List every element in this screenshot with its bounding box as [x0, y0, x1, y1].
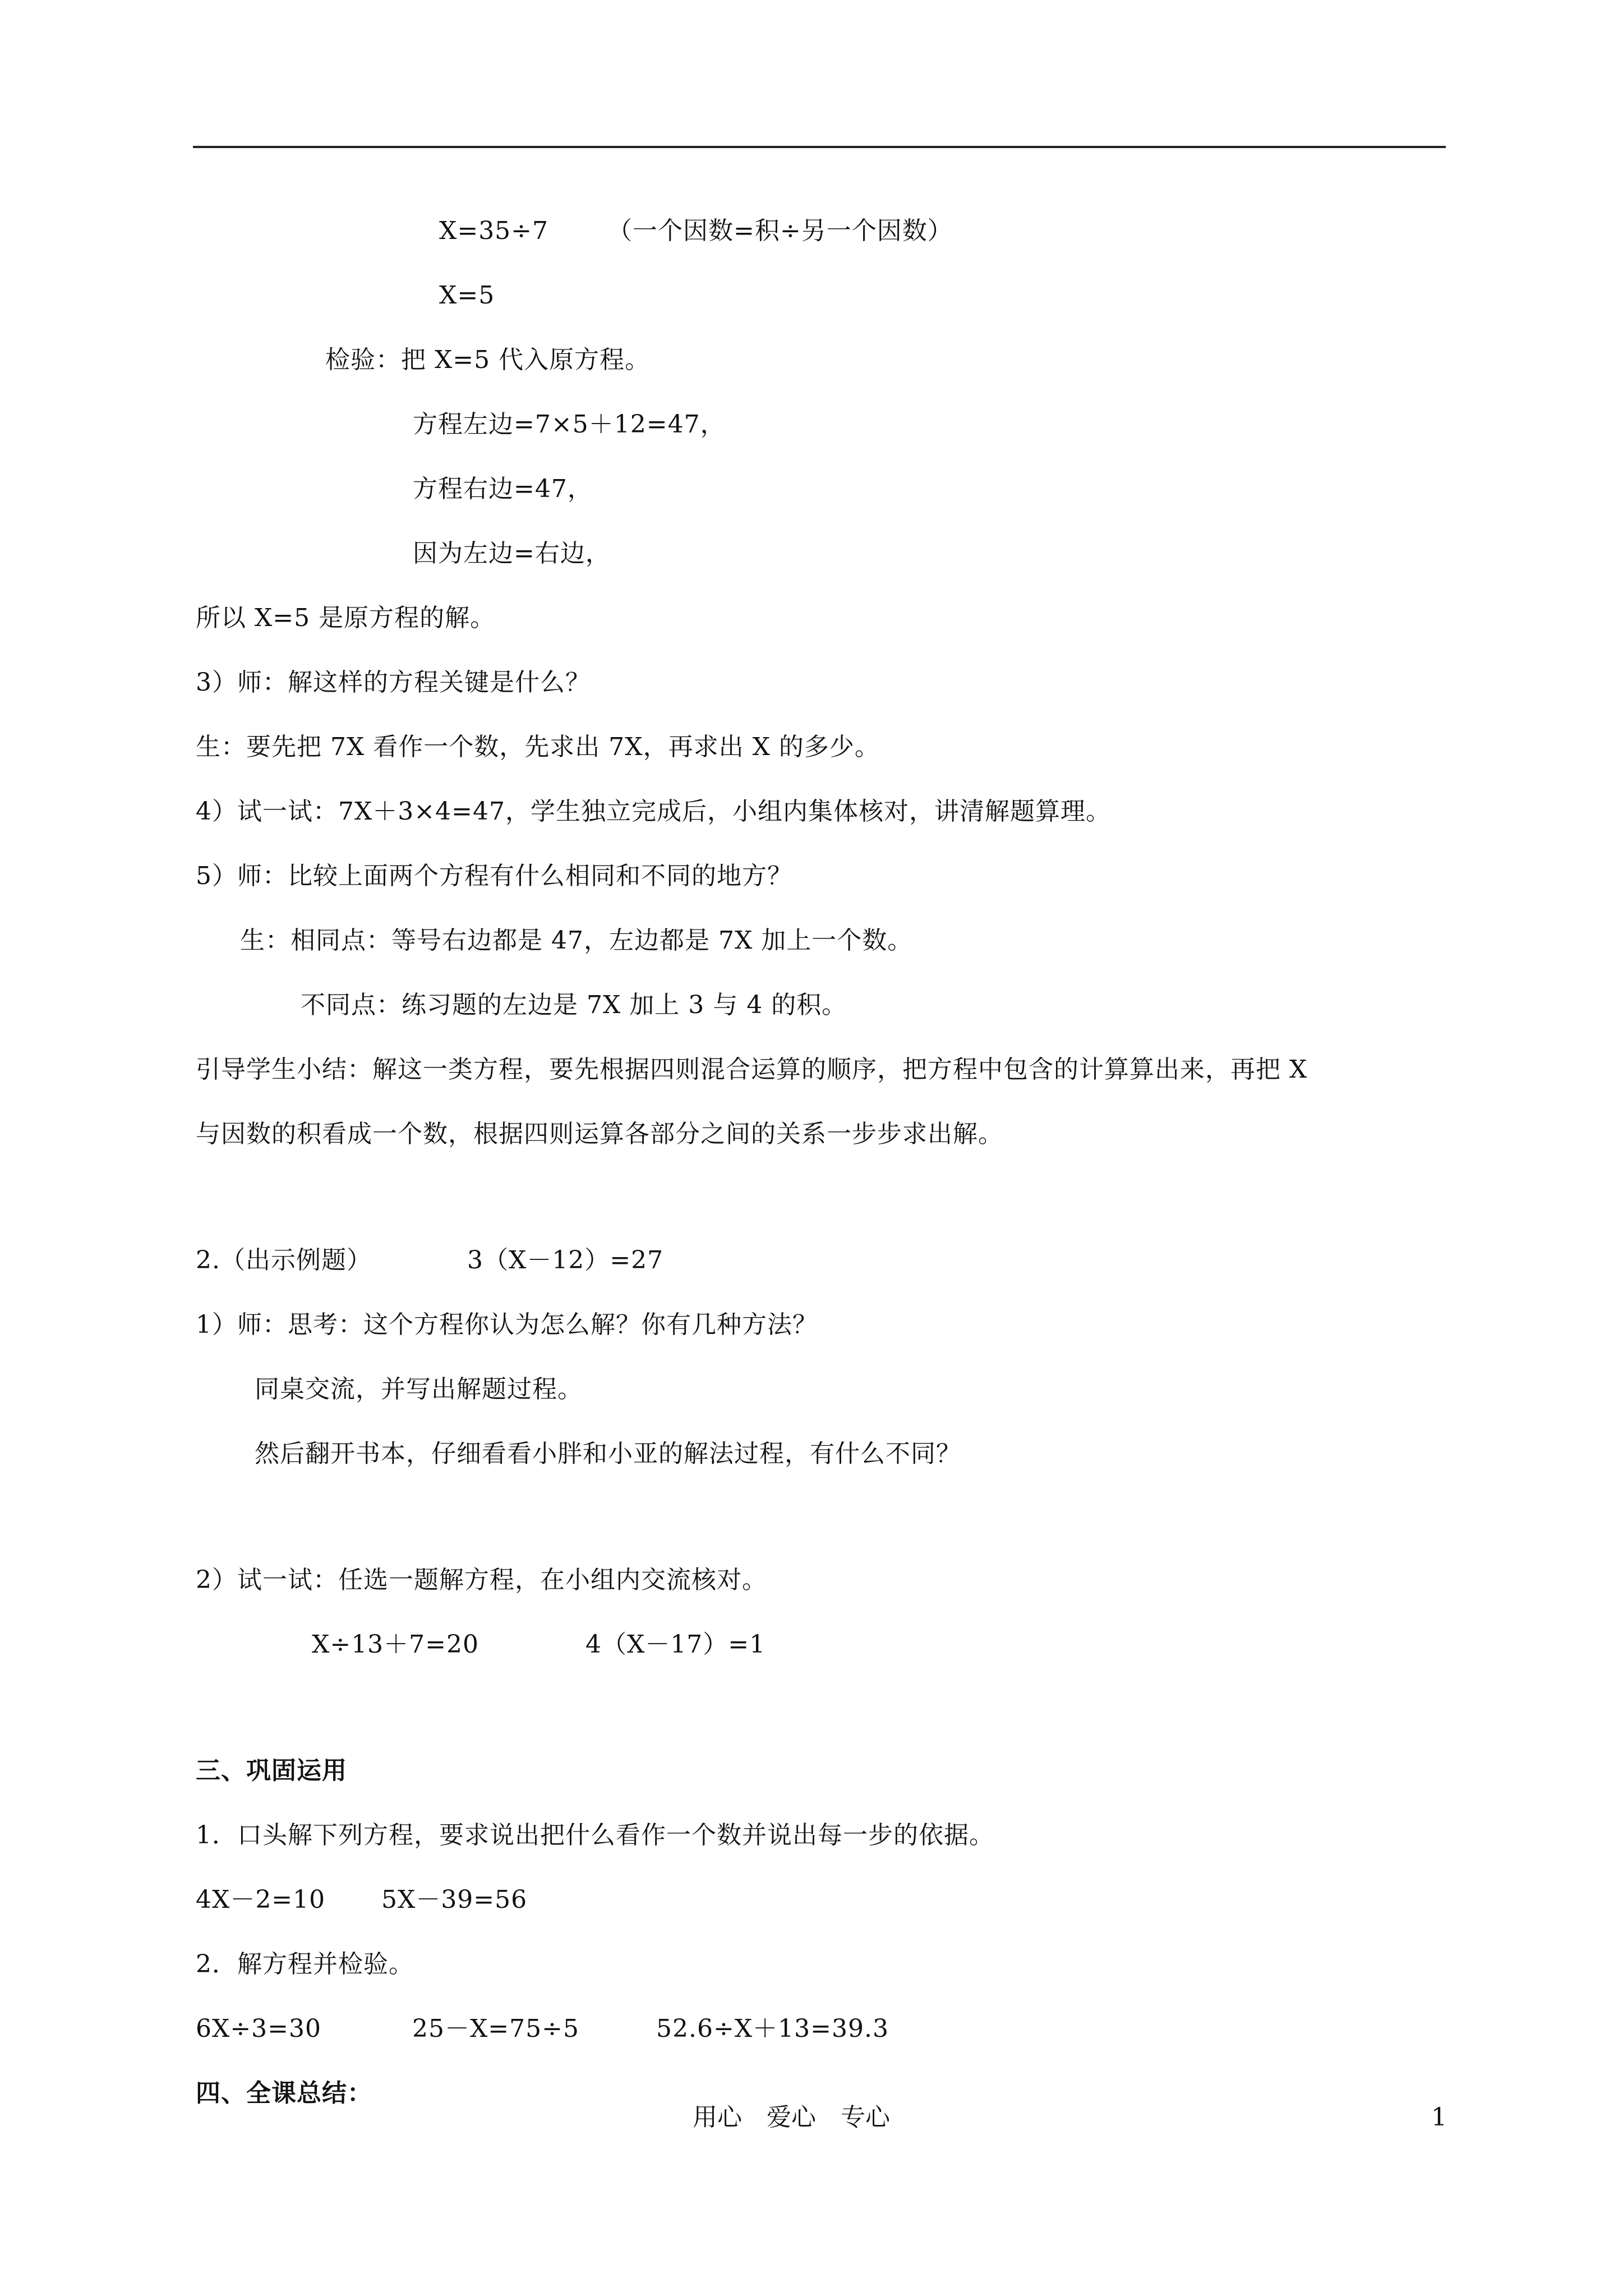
paragraph: 与因数的积看成一个数，根据四则运算各部分之间的关系一步步求出解。	[196, 1120, 1003, 1148]
exercise-equation: 4（X－17）=1	[585, 1630, 766, 1659]
example-label: 2.（出示例题）	[196, 1246, 372, 1274]
exercise-equation: X÷13＋7=20	[312, 1630, 479, 1659]
exercise-equation: 52.6÷X＋13=39.3	[656, 2014, 889, 2043]
paragraph: 1）师：思考：这个方程你认为怎么解？你有几种方法？	[196, 1310, 818, 1339]
paragraph: 生：要先把 7X 看作一个数，先求出 7X，再求出 X 的多少。	[196, 733, 880, 761]
section-title: 三、巩固运用	[196, 1756, 347, 1785]
check-conclusion: 所以 X=5 是原方程的解。	[196, 604, 496, 632]
header-rule	[193, 146, 1446, 148]
equation-line: X=5	[439, 281, 495, 310]
check-step: 方程右边=47，	[413, 475, 593, 503]
check-step: 因为左边=右边，	[413, 539, 611, 568]
section-title: 四、全课总结：	[196, 2079, 372, 2108]
paragraph: 生：相同点：等号右边都是 47，左边都是 7X 加上一个数。	[240, 926, 913, 955]
exercise-equation: 5X－39=56	[381, 1885, 528, 1914]
exercise-equation: 25－X=75÷5	[412, 2014, 580, 2043]
paragraph: 不同点：练习题的左边是 7X 加上 3 与 4 的积。	[301, 991, 847, 1019]
footer-motto: 用心 爱心 专心	[693, 2103, 890, 2132]
check-step: 方程左边=7×5＋12=47，	[413, 410, 726, 439]
paragraph: 1．口头解下列方程，要求说出把什么看作一个数并说出每一步的依据。	[196, 1821, 994, 1849]
paragraph: 4）试一试：7X＋3×4=47，学生独立完成后，小组内集体核对，讲清解题算理。	[196, 797, 1112, 826]
page-number: 1	[1431, 2103, 1447, 2132]
paragraph: 2）试一试：任选一题解方程，在小组内交流核对。	[196, 1566, 767, 1594]
exercise-equation: 4X－2=10	[196, 1885, 326, 1914]
exercise-equation: 6X÷3=30	[196, 2014, 322, 2043]
paragraph: 3）师：解这样的方程关键是什么？	[196, 668, 591, 697]
paragraph: 同桌交流，并写出解题过程。	[255, 1375, 583, 1404]
check-title: 检验：把 X=5 代入原方程。	[325, 346, 651, 374]
paragraph: 引导学生小结：解这一类方程，要先根据四则混合运算的顺序，把方程中包含的计算算出来，再把 X	[196, 1055, 1308, 1084]
equation-line: X=35÷7	[439, 217, 549, 245]
paragraph: 2．解方程并检验。	[196, 1950, 414, 1978]
example-equation: 3（X－12）=27	[467, 1246, 664, 1274]
equation-note: （一个因数=积÷另一个因数）	[607, 217, 953, 245]
paragraph: 然后翻开书本，仔细看看小胖和小亚的解法过程，有什么不同？	[255, 1439, 961, 1468]
paragraph: 5）师：比较上面两个方程有什么相同和不同的地方？	[196, 862, 792, 890]
